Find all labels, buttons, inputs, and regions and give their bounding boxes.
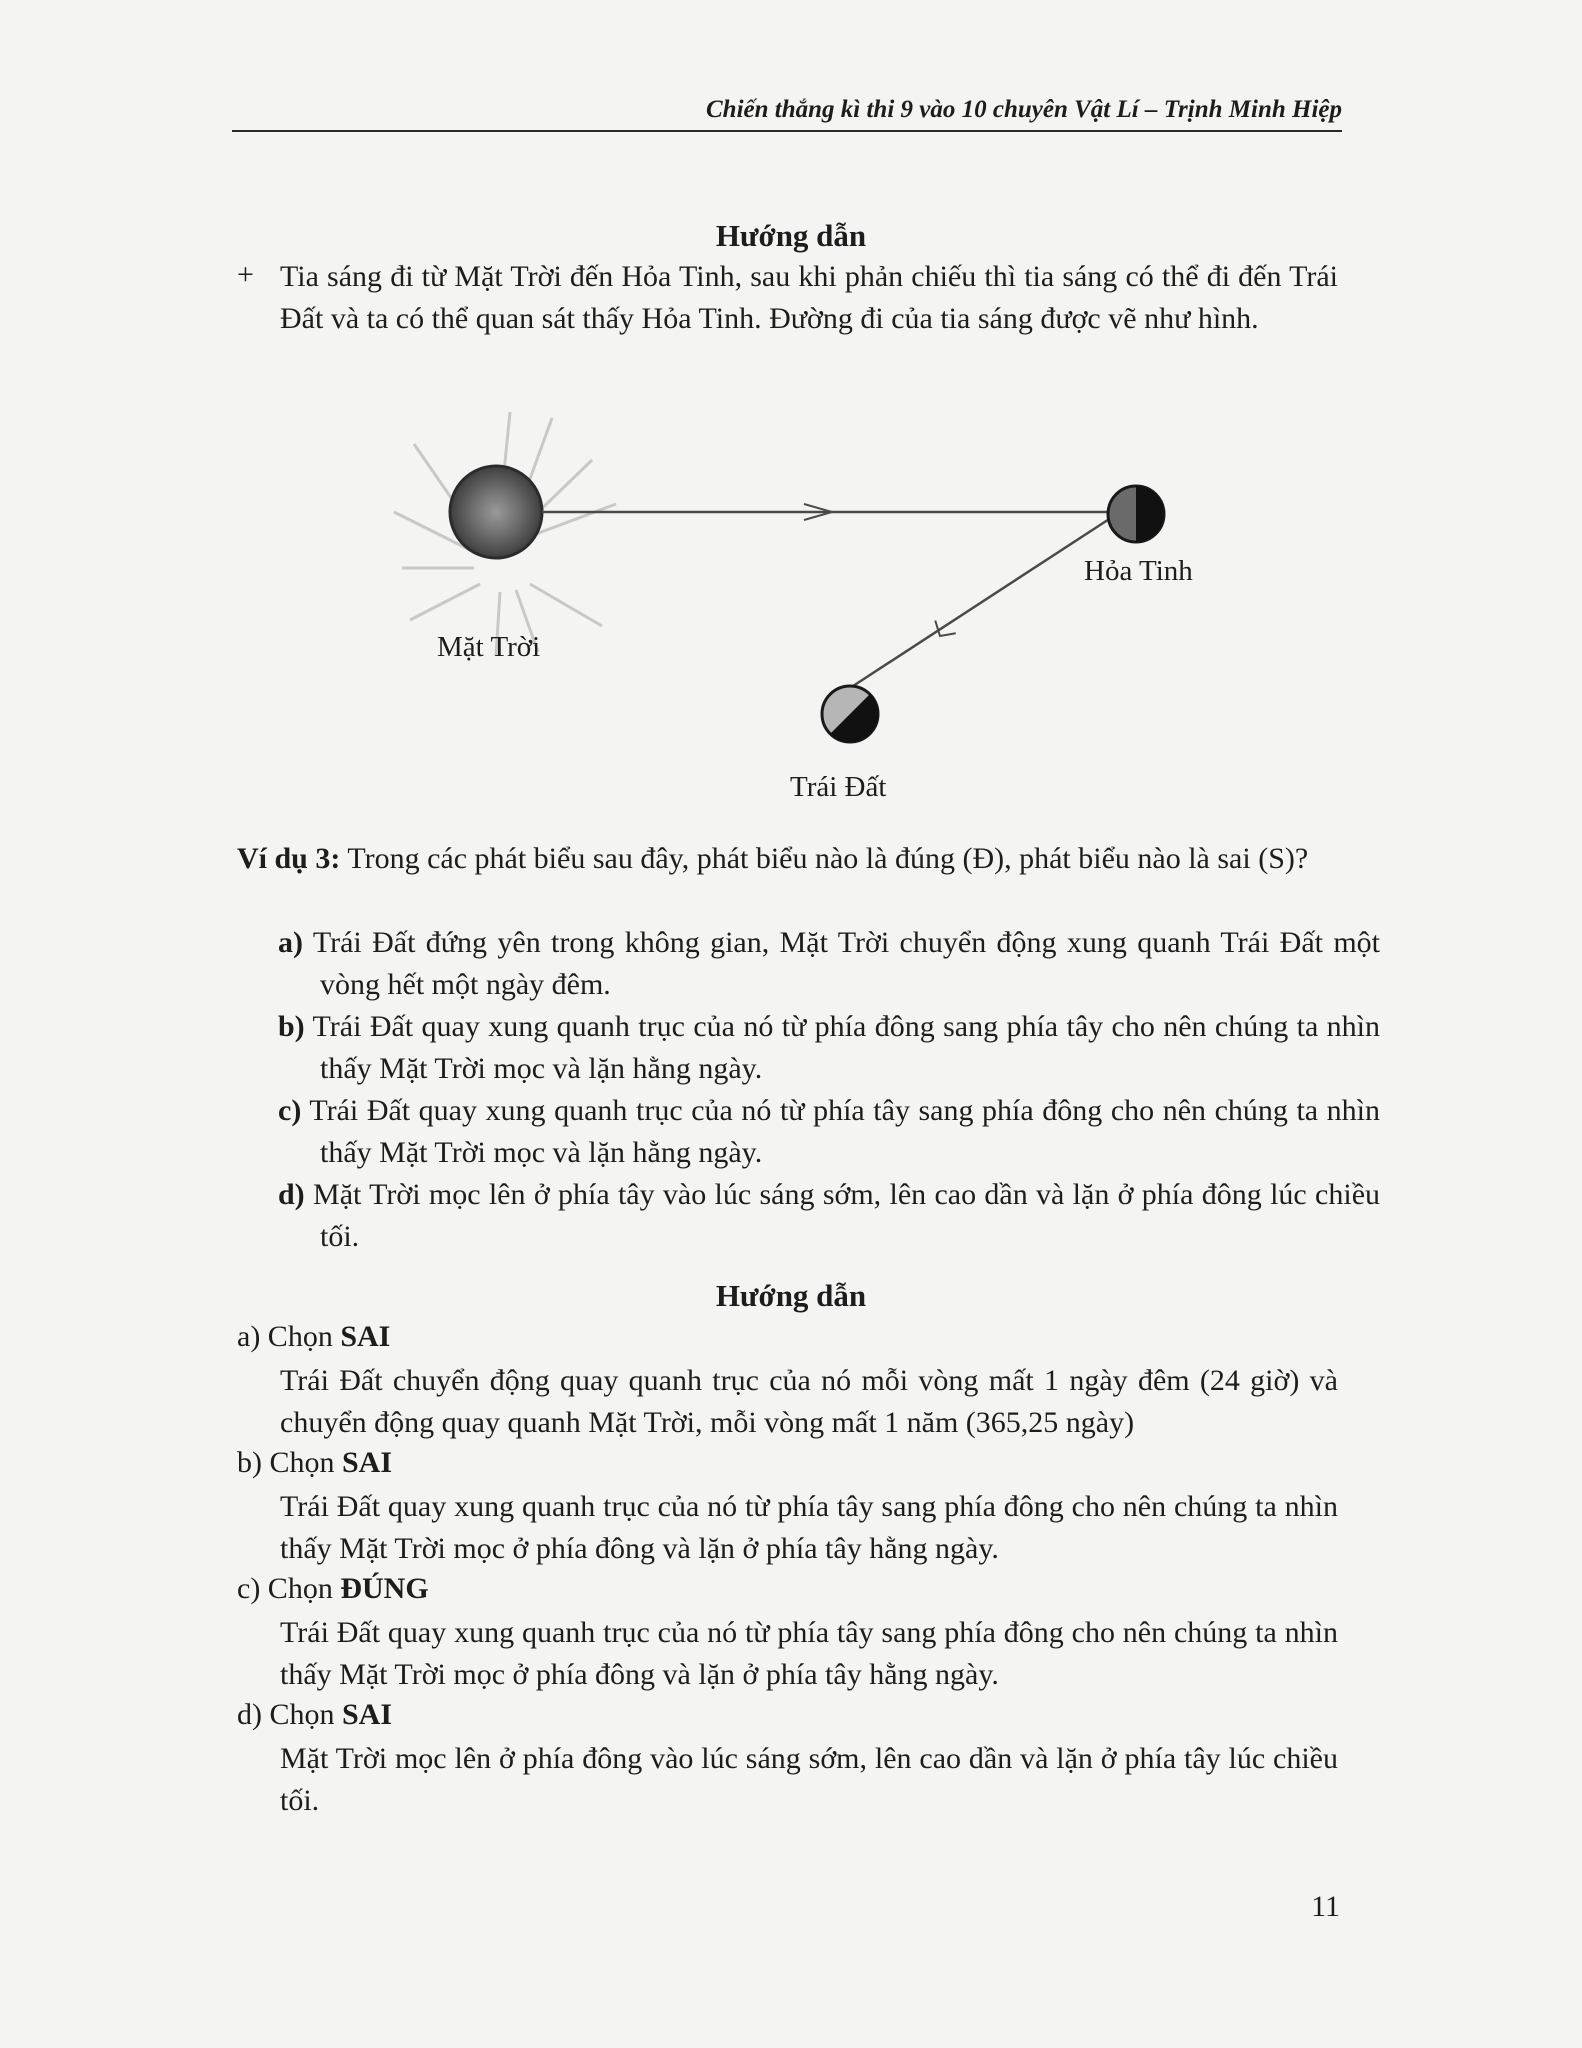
example-3-item-c (278, 1090, 1380, 1174)
page-number: 11 (1311, 1890, 1340, 1923)
answer-c-text: Trái Đất quay xung quanh trục của nó từ phía tây sang phía đông cho nên chúng ta nhìn thấy Mặt Trời mọc ở phía đông và lặn ở phía tây hằng ngày. (280, 1616, 1338, 1691)
light-path-diagram (380, 400, 1230, 820)
answer-a-choice (237, 1320, 390, 1354)
guide-heading-2: Hướng dẫn (715, 1278, 867, 1313)
answer-b-choice (237, 1446, 392, 1480)
earth-label: Trái Đất (790, 771, 887, 803)
example-3-item-b (278, 1006, 1380, 1090)
answer-a-text: Trái Đất chuyển động quay quanh trục của nó mỗi vòng mất 1 ngày đêm (24 giờ) và chuyển động quay quanh Mặt Trời, mỗi vòng mất 1 năm (365,25 ngày) (280, 1364, 1338, 1439)
answer-verdict: ĐÚNG (340, 1572, 429, 1605)
answer-key: a) Chọn (237, 1320, 333, 1353)
item-key: c) (278, 1094, 302, 1127)
guide-1-text: Tia sáng đi từ Mặt Trời đến Hỏa Tinh, sau khi phản chiếu thì tia sáng có thể đi đến Trái Đất và ta có thể quan sát thấy Hỏa Tinh. Đường đi của tia sáng được vẽ như hình. (280, 260, 1338, 335)
bullet-plus: + (237, 258, 254, 291)
item-text: Trái Đất quay xung quanh trục của nó từ phía tây sang phía đông cho nên chúng ta nhìn thấy Mặt Trời mọc và lặn hằng ngày. (309, 1094, 1380, 1169)
item-key: b) (278, 1010, 305, 1043)
ray-mars-to-earth (850, 512, 1120, 688)
example-3-item-a (278, 922, 1380, 1006)
answer-b-text: Trái Đất quay xung quanh trục của nó từ phía tây sang phía đông cho nên chúng ta nhìn thấy Mặt Trời mọc ở phía đông và lặn ở phía tây hằng ngày. (280, 1490, 1338, 1565)
answer-d-text: Mặt Trời mọc lên ở phía đông vào lúc sáng sớm, lên cao dần và lặn ở phía tây lúc chiều tối. (280, 1742, 1338, 1817)
example-3-item-d (278, 1174, 1380, 1258)
example-3-text: Trong các phát biểu sau đây, phát biểu nào là đúng (Đ), phát biểu nào là sai (S)? (347, 842, 1309, 875)
answer-key: c) Chọn (237, 1572, 333, 1605)
sun-icon (450, 466, 542, 558)
answer-verdict: SAI (342, 1698, 393, 1731)
item-text: Trái Đất đứng yên trong không gian, Mặt Trời chuyển động xung quanh Trái Đất một vòng hết một ngày đêm. (312, 926, 1380, 1001)
item-key: d) (278, 1178, 305, 1211)
example-3-label: Ví dụ 3: (237, 842, 341, 875)
item-key: a) (278, 926, 303, 959)
item-text: Mặt Trời mọc lên ở phía tây vào lúc sáng sớm, lên cao dần và lặn ở phía đông lúc chiều tối. (313, 1178, 1381, 1253)
answer-d-choice (237, 1698, 392, 1732)
answer-verdict: SAI (340, 1320, 391, 1353)
answer-c-choice (237, 1572, 429, 1606)
running-header: Chiến thắng kì thi 9 vào 10 chuyên Vật Lí – Trịnh Minh Hiệp (232, 96, 1342, 132)
answer-key: b) Chọn (237, 1446, 335, 1479)
item-text: Trái Đất quay xung quanh trục của nó từ phía đông sang phía tây cho nên chúng ta nhìn thấy Mặt Trời mọc và lặn hằng ngày. (312, 1010, 1380, 1085)
earth-icon (822, 686, 878, 742)
mars-icon (1108, 486, 1164, 542)
guide-heading-1: Hướng dẫn (715, 218, 867, 253)
mars-label: Hỏa Tinh (1084, 555, 1193, 587)
example-3-question (237, 838, 1337, 880)
answer-key: d) Chọn (237, 1698, 335, 1731)
sun-label: Mặt Trời (437, 631, 541, 663)
diagram-svg (380, 400, 1230, 820)
answer-verdict: SAI (342, 1446, 393, 1479)
